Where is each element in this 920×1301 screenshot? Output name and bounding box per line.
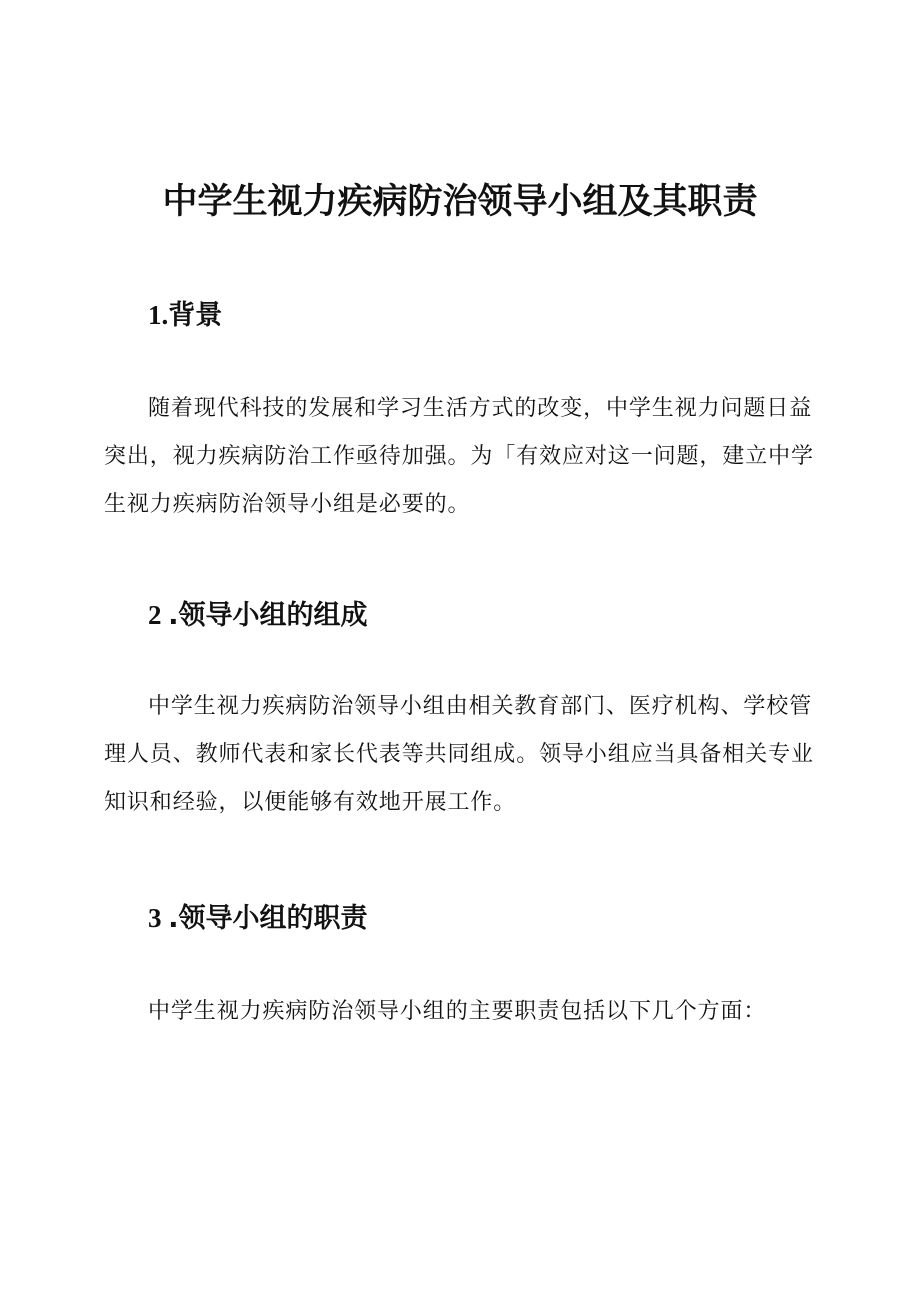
section-heading-responsibilities [148, 898, 368, 939]
section-paragraph-responsibilities [104, 988, 820, 1036]
paragraph-line: 中学生视力疾病防治领导小组的主要职责包括以下几个方面： [148, 999, 767, 1024]
section-heading-text: 背景 [168, 300, 223, 331]
section-heading-text: .领导小组的职责 [168, 903, 368, 934]
section-paragraph-background [104, 385, 820, 529]
section-heading-text: .领导小组的组成 [168, 600, 368, 631]
paragraph-line: 中学生视力疾病防治领导小组由相关教育部门、医疗机构、学校管 [148, 694, 813, 719]
section-paragraph-composition [104, 683, 820, 827]
document-title: 中学生视力疾病防治领导小组及其职责 [162, 182, 758, 222]
section-heading-background [148, 295, 222, 336]
paragraph-line: 随着现代科技的发展和学习生活方式的改变，中学生视力问题日益 [148, 396, 813, 421]
section-number: 1. [148, 300, 169, 330]
section-number: 3 [148, 903, 169, 933]
paragraph-line: 知识和经验，以便能够有效地开展工作。 [104, 790, 517, 815]
section-number: 2 [148, 600, 169, 630]
paragraph-line: 理人员、教师代表和家长代表等共同组成。领导小组应当具备相关专业 [104, 742, 814, 767]
paragraph-line: 突出，视力疾病防治工作亟待加强。为「有效应对这一问题，建立中学 [104, 444, 814, 469]
paragraph-line: 生视力疾病防治领导小组是必要的。 [104, 492, 471, 517]
section-heading-composition [148, 595, 368, 636]
